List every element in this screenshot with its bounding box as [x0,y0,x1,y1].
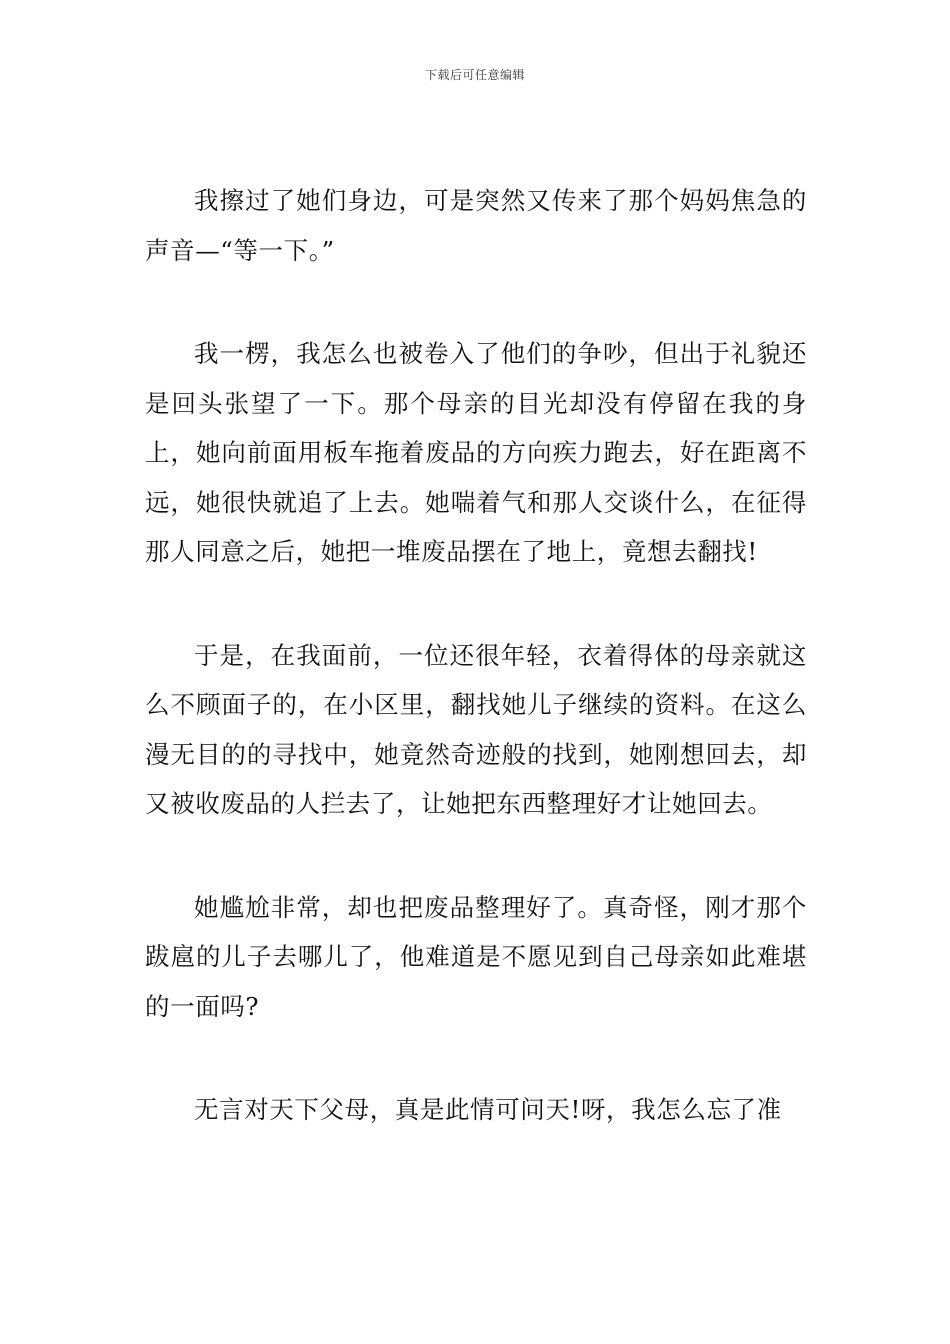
document-body [145,176,807,1189]
paragraph: 于是，在我面前，一位还很年轻，衣着得体的母亲就这么不顾面子的，在小区里，翻找她儿子继续的资料。在这么漫无目的的寻找中，她竟然奇迹般的找到，她刚想回去，却又被收废品的人拦去了，让她把东西整理好才让她回去。 [145,640,807,818]
paragraph: 她尴尬非常，却也把废品整理好了。真奇怪，刚才那个跋扈的儿子去哪儿了，他难道是不愿见到自己母亲如此难堪的一面吗? [145,892,807,1021]
page-header-note: 下载后可任意编辑 [424,68,525,82]
paragraph: 无言对天下父母，真是此情可问天!呀，我怎么忘了准 [194,1095,782,1124]
paragraph: 我一楞，我怎么也被卷入了他们的争吵，但出于礼貌还是回头张望了一下。那个母亲的目光却没有停留在我的身上，她向前面用板车拖着废品的方向疾力跑去，好在距离不远，她很快就追了上去。她喘着气和那人交谈什么，在征得那人同意之后，她把一堆废品摆在了地上，竟想去翻找! [145,339,807,566]
paragraph: 我擦过了她们身边，可是突然又传来了那个妈妈焦急的声音—“等一下。” [145,186,807,265]
